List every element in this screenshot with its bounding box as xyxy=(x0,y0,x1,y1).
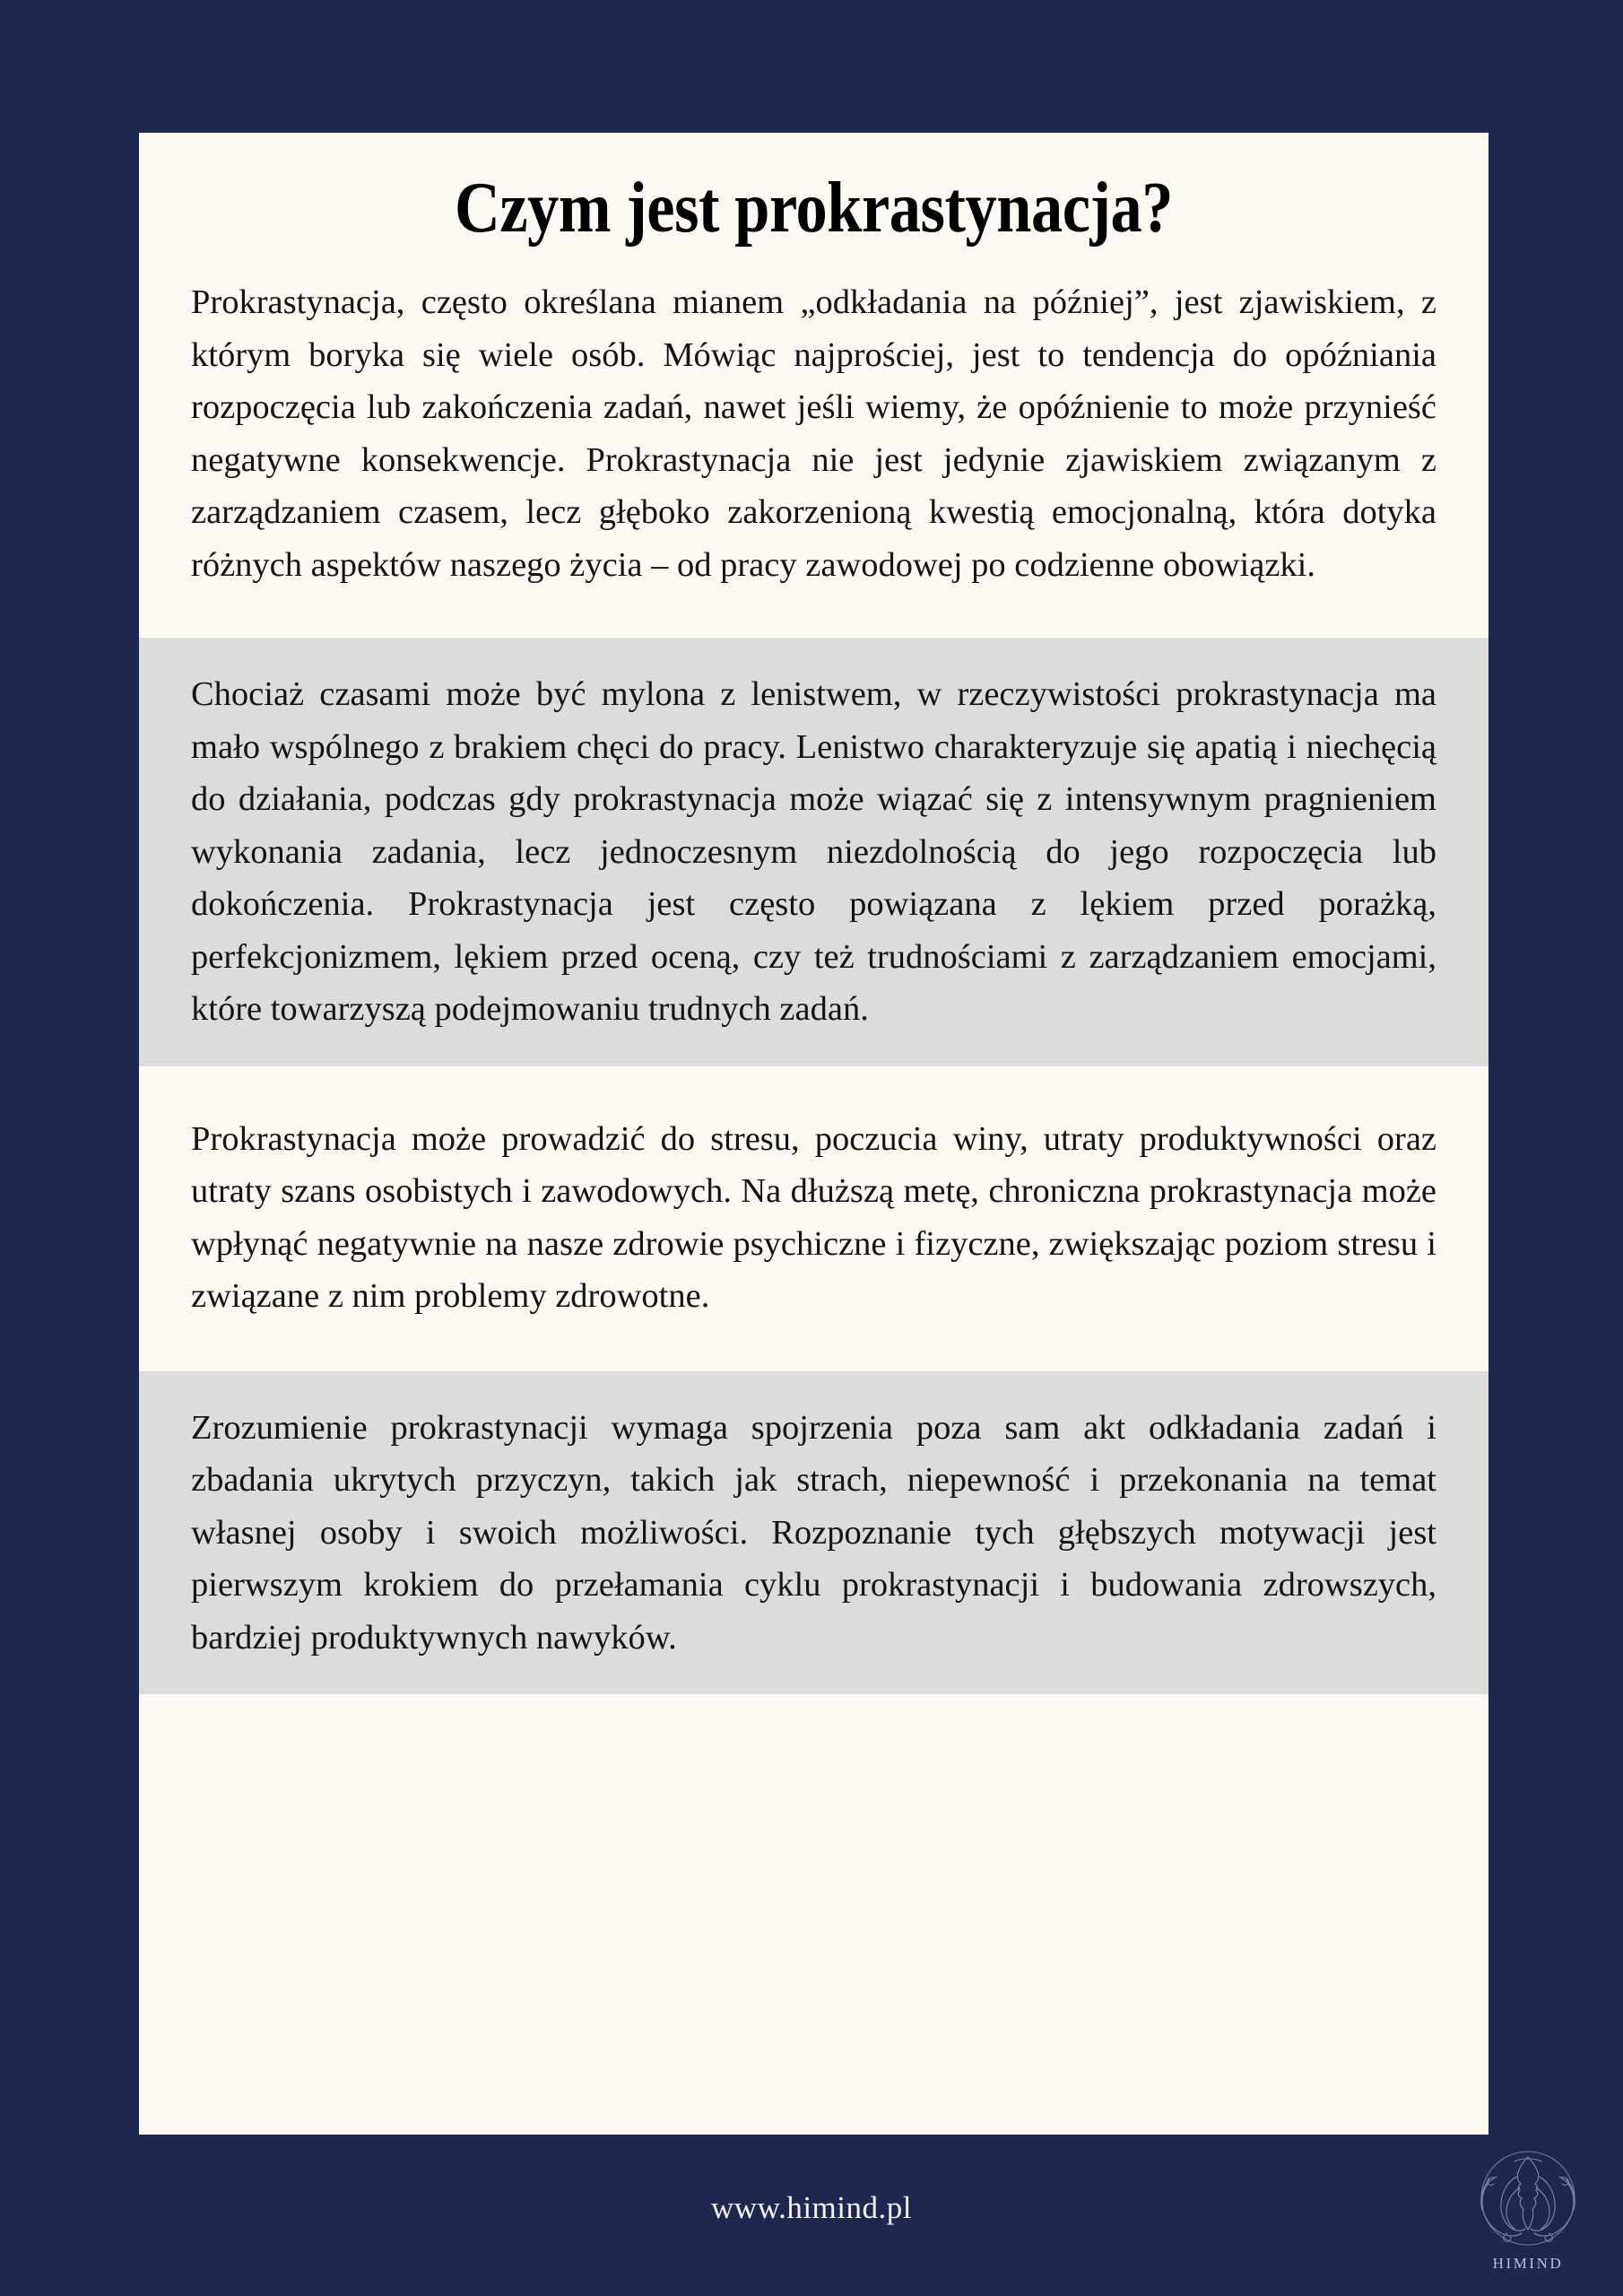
himind-lotus-face-circle-icon xyxy=(1461,2147,1595,2253)
article-card xyxy=(139,133,1488,2135)
paragraph-spacer-3 xyxy=(139,1323,1488,1371)
paragraph-spacer-2 xyxy=(139,1066,1488,1113)
himind-logo xyxy=(1449,2147,1607,2289)
page-footer xyxy=(0,2135,1623,2296)
title-spacer xyxy=(139,244,1488,276)
footer-website-url[interactable]: www.himind.pl xyxy=(711,2190,912,2225)
article-paragraph-2: Chociaż czasami może być mylona z lenistwem, w rzeczywistości prokrastynacja ma mało wspólnego z brakiem chęci do pracy. Lenistwo charakteryzuje się apatią i niechęcią do działania, podczas gdy prokrastynacja może wiązać się z intensywnym pragnieniem wykonania zadania, lecz jednoczesnym niezdolnością do jego rozpoczęcia lub dokończenia. Prokrastynacja jest często powiązana z lękiem przed porażką, perfekcjonizmem, lękiem przed oceną, czy też trudnościami z zarządzaniem emocjami, które towarzyszą podejmowaniu trudnych zadań. xyxy=(139,638,1488,1066)
article-paragraph-4: Zrozumienie prokrastynacji wymaga spojrzenia poza sam akt odkładania zadań i zbadania ukrytych przyczyn, takich jak strach, niepewność i przekonania na temat własnej osoby i swoich możliwości. Rozpoznanie tych głębszych motywacji jest pierwszym krokiem do przełamania cyklu prokrastynacji i budowania zdrowszych, bardziej produktywnych nawyków. xyxy=(139,1371,1488,1695)
paragraph-spacer-1 xyxy=(139,591,1488,638)
article-paragraph-1: Prokrastynacja, często określana mianem „odkładania na później”, jest zjawiskiem, z którym boryka się wiele osób. Mówiąc najprościej, jest to tendencja do opóźniania rozpoczęcia lub zakończenia zadań, nawet jeśli wiemy, że opóźnienie to może przynieść negatywne konsekwencje. Prokrastynacja nie jest jedynie zjawiskiem związanym z zarządzaniem czasem, lecz głęboko zakorzenioną kwestią emocjonalną, która dotyka różnych aspektów naszego życia – od pracy zawodowej po codzienne obowiązki. xyxy=(191,283,1436,584)
page-title: Czym jest prokrastynacja? xyxy=(454,169,1174,248)
himind-wordmark: HIMIND xyxy=(1492,2255,1564,2272)
article-paragraph-3: Prokrastynacja może prowadzić do stresu, poczucia winy, utraty produktywności oraz utraty szans osobistych i zawodowych. Na dłuższą metę, chroniczna prokrastynacja może wpłynąć negatywnie na nasze zdrowie psychiczne i fizyczne, zwiększając poziom stresu i związane z nim problemy zdrowotne. xyxy=(191,1119,1436,1316)
